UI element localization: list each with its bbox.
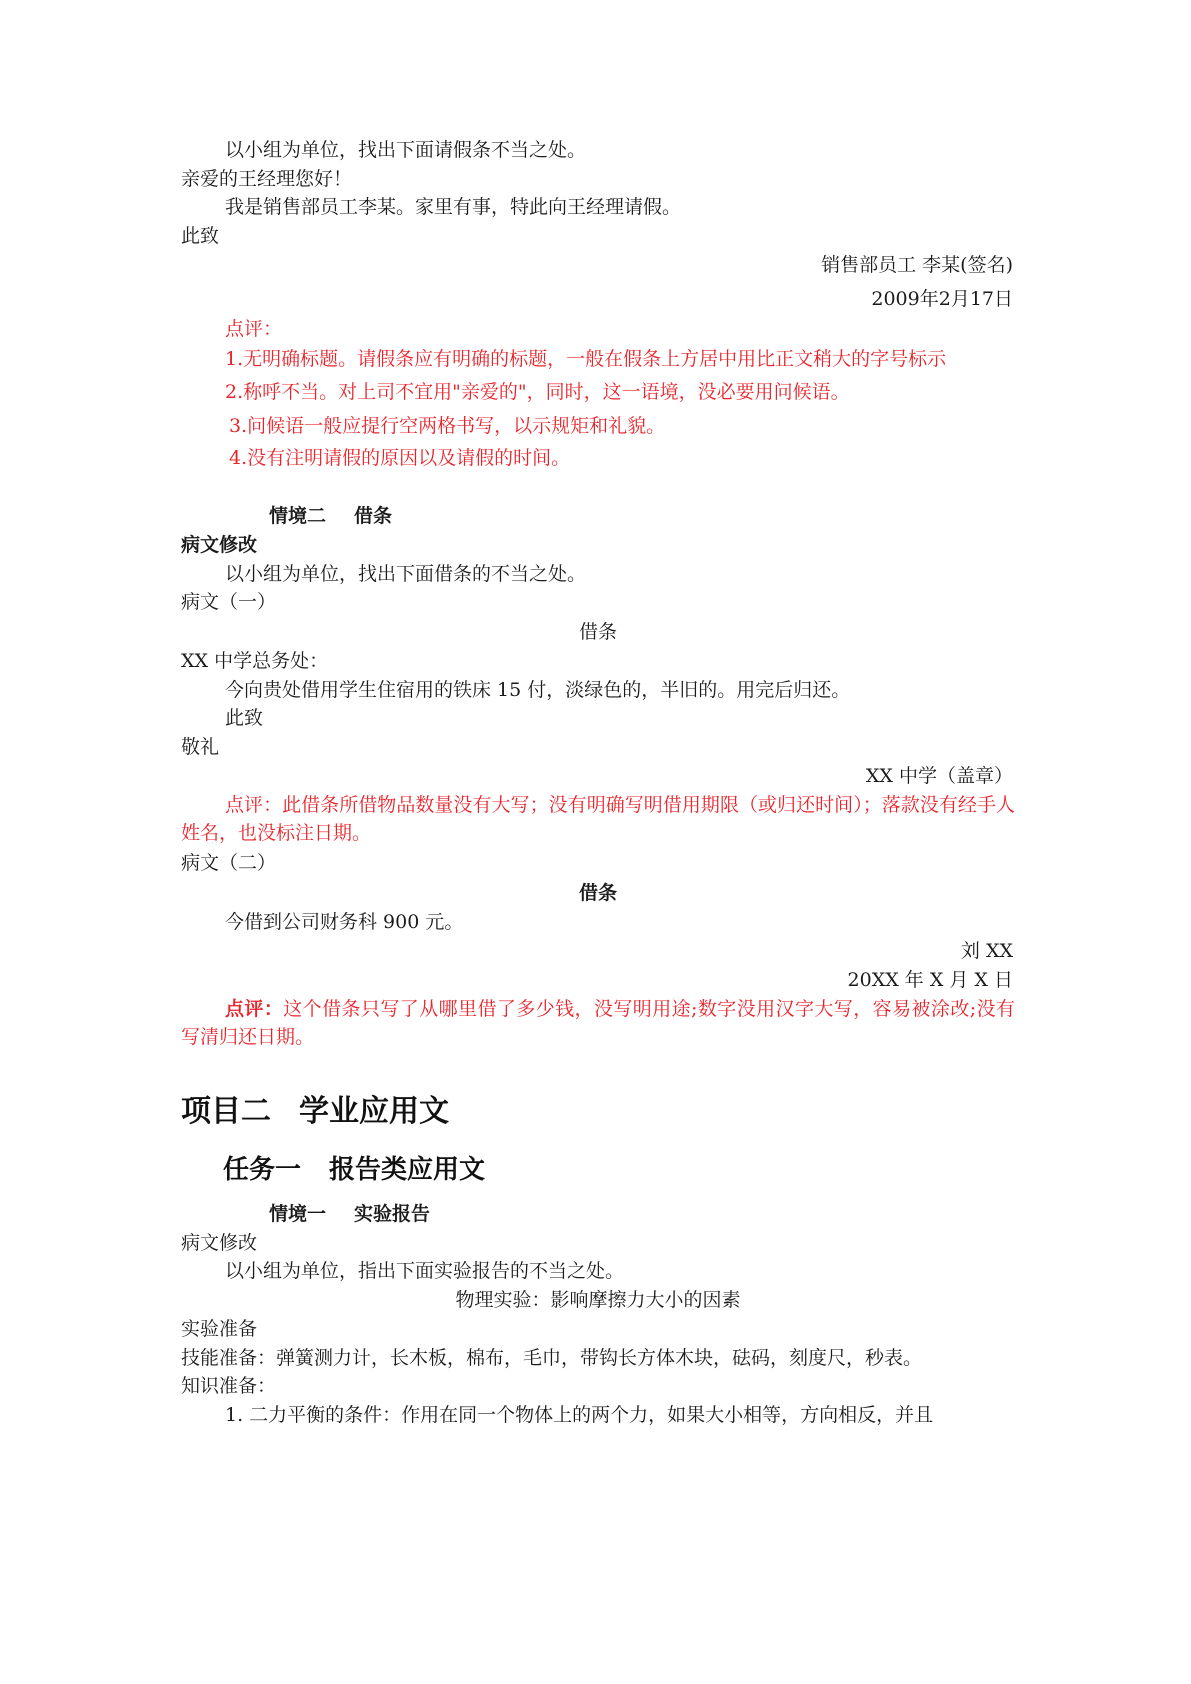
scene2-heading-a: 情境二 (269, 505, 327, 527)
case1-intro: 以小组为单位，找出下面请假条不当之处。 (225, 139, 587, 161)
sample2-comment-text: 这个借条只写了从哪里借了多少钱，没写明用途;数字没用汉字大写，容易被涂改;没有写清归还日期。 (181, 998, 1015, 1048)
case1-salutation: 亲爱的王经理您好！ (181, 168, 353, 190)
sample1-signature: XX 中学（盖章） (865, 765, 1013, 787)
case1-comment-title: 点评： (225, 318, 283, 340)
scene2-heading-b: 借条 (354, 505, 393, 527)
report-title: 物理实验：影响摩擦力大小的因素 (455, 1289, 741, 1311)
case1-closing: 此致 (181, 225, 220, 247)
project2-intro: 以小组为单位，指出下面实验报告的不当之处。 (225, 1260, 625, 1282)
scene2-heading (181, 502, 1015, 530)
sample1-closing1: 此致 (225, 707, 264, 729)
document-page (181, 0, 1015, 1684)
project2-scene-b: 实验报告 (354, 1203, 431, 1225)
case1-signature: 销售部员工 李某(签名) (821, 254, 1013, 276)
project2-scene-a: 情境一 (269, 1203, 327, 1225)
project2-section-label: 病文修改 (181, 1232, 258, 1254)
case1-date: 2009年2月17日 (871, 288, 1013, 310)
scene2-section-label: 病文修改 (181, 534, 258, 556)
sample2-body: 今借到公司财务科 900 元。 (225, 911, 464, 933)
sample1-body: 今向贵处借用学生住宿用的铁床 15 付，淡绿色的，半旧的。用完后归还。 (225, 679, 851, 701)
sample2-comment-label: 点评： (225, 998, 284, 1020)
sample2-comment (181, 995, 1015, 1051)
case1-comment-4: 4.没有注明请假的原因以及请假的时间。 (229, 447, 571, 469)
sample2-date: 20XX 年 X 月 X 日 (847, 969, 1013, 991)
case1-comment-3: 3.问候语一般应提行空两格书写，以示规矩和礼貌。 (229, 415, 666, 437)
knowledge-prep: 知识准备： (181, 1375, 277, 1397)
project2-title-a: 项目二 (181, 1094, 271, 1129)
project2-scene-heading (181, 1200, 1015, 1228)
task1-title (223, 1152, 485, 1188)
case1-comment-1: 1.无明确标题。请假条应有明确的标题，一般在假条上方居中用比正文稍大的字号标示 (225, 348, 947, 370)
case1-body: 我是销售部员工李某。家里有事，特此向王经理请假。 (225, 196, 682, 218)
scene2-intro: 以小组为单位，找出下面借条的不当之处。 (225, 563, 587, 585)
sample2-signature: 刘 XX (960, 940, 1013, 962)
project2-title (181, 1092, 449, 1132)
sample2-title: 借条 (578, 882, 617, 904)
task1-title-a: 任务一 (223, 1155, 302, 1185)
case1-comment-2: 2.称呼不当。对上司不宜用"亲爱的"，同时，这一语境，没必要用问候语。 (225, 381, 850, 403)
skill-prep: 技能准备：弹簧测力计，长木板，棉布，毛巾，带钩长方体木块，砝码，刻度尺，秒表。 (181, 1347, 923, 1369)
sample1-addressee: XX 中学总务处： (181, 650, 329, 672)
sample1-closing2: 敬礼 (181, 736, 220, 758)
knowledge-item-1: 1. 二力平衡的条件：作用在同一个物体上的两个力，如果大小相等，方向相反，并且 (225, 1404, 934, 1426)
task1-title-b: 报告类应用文 (329, 1155, 486, 1185)
sample1-comment: 点评：此借条所借物品数量没有大写；没有明确写明借用期限（或归还时间）；落款没有经手人姓名，也没标注日期。 (181, 794, 1015, 844)
prep-label: 实验准备 (181, 1318, 258, 1340)
sample1-label: 病文（一） (181, 591, 277, 613)
project2-title-b: 学业应用文 (299, 1094, 449, 1129)
sample2-label: 病文（二） (181, 852, 277, 874)
sample1-title: 借条 (578, 621, 617, 643)
